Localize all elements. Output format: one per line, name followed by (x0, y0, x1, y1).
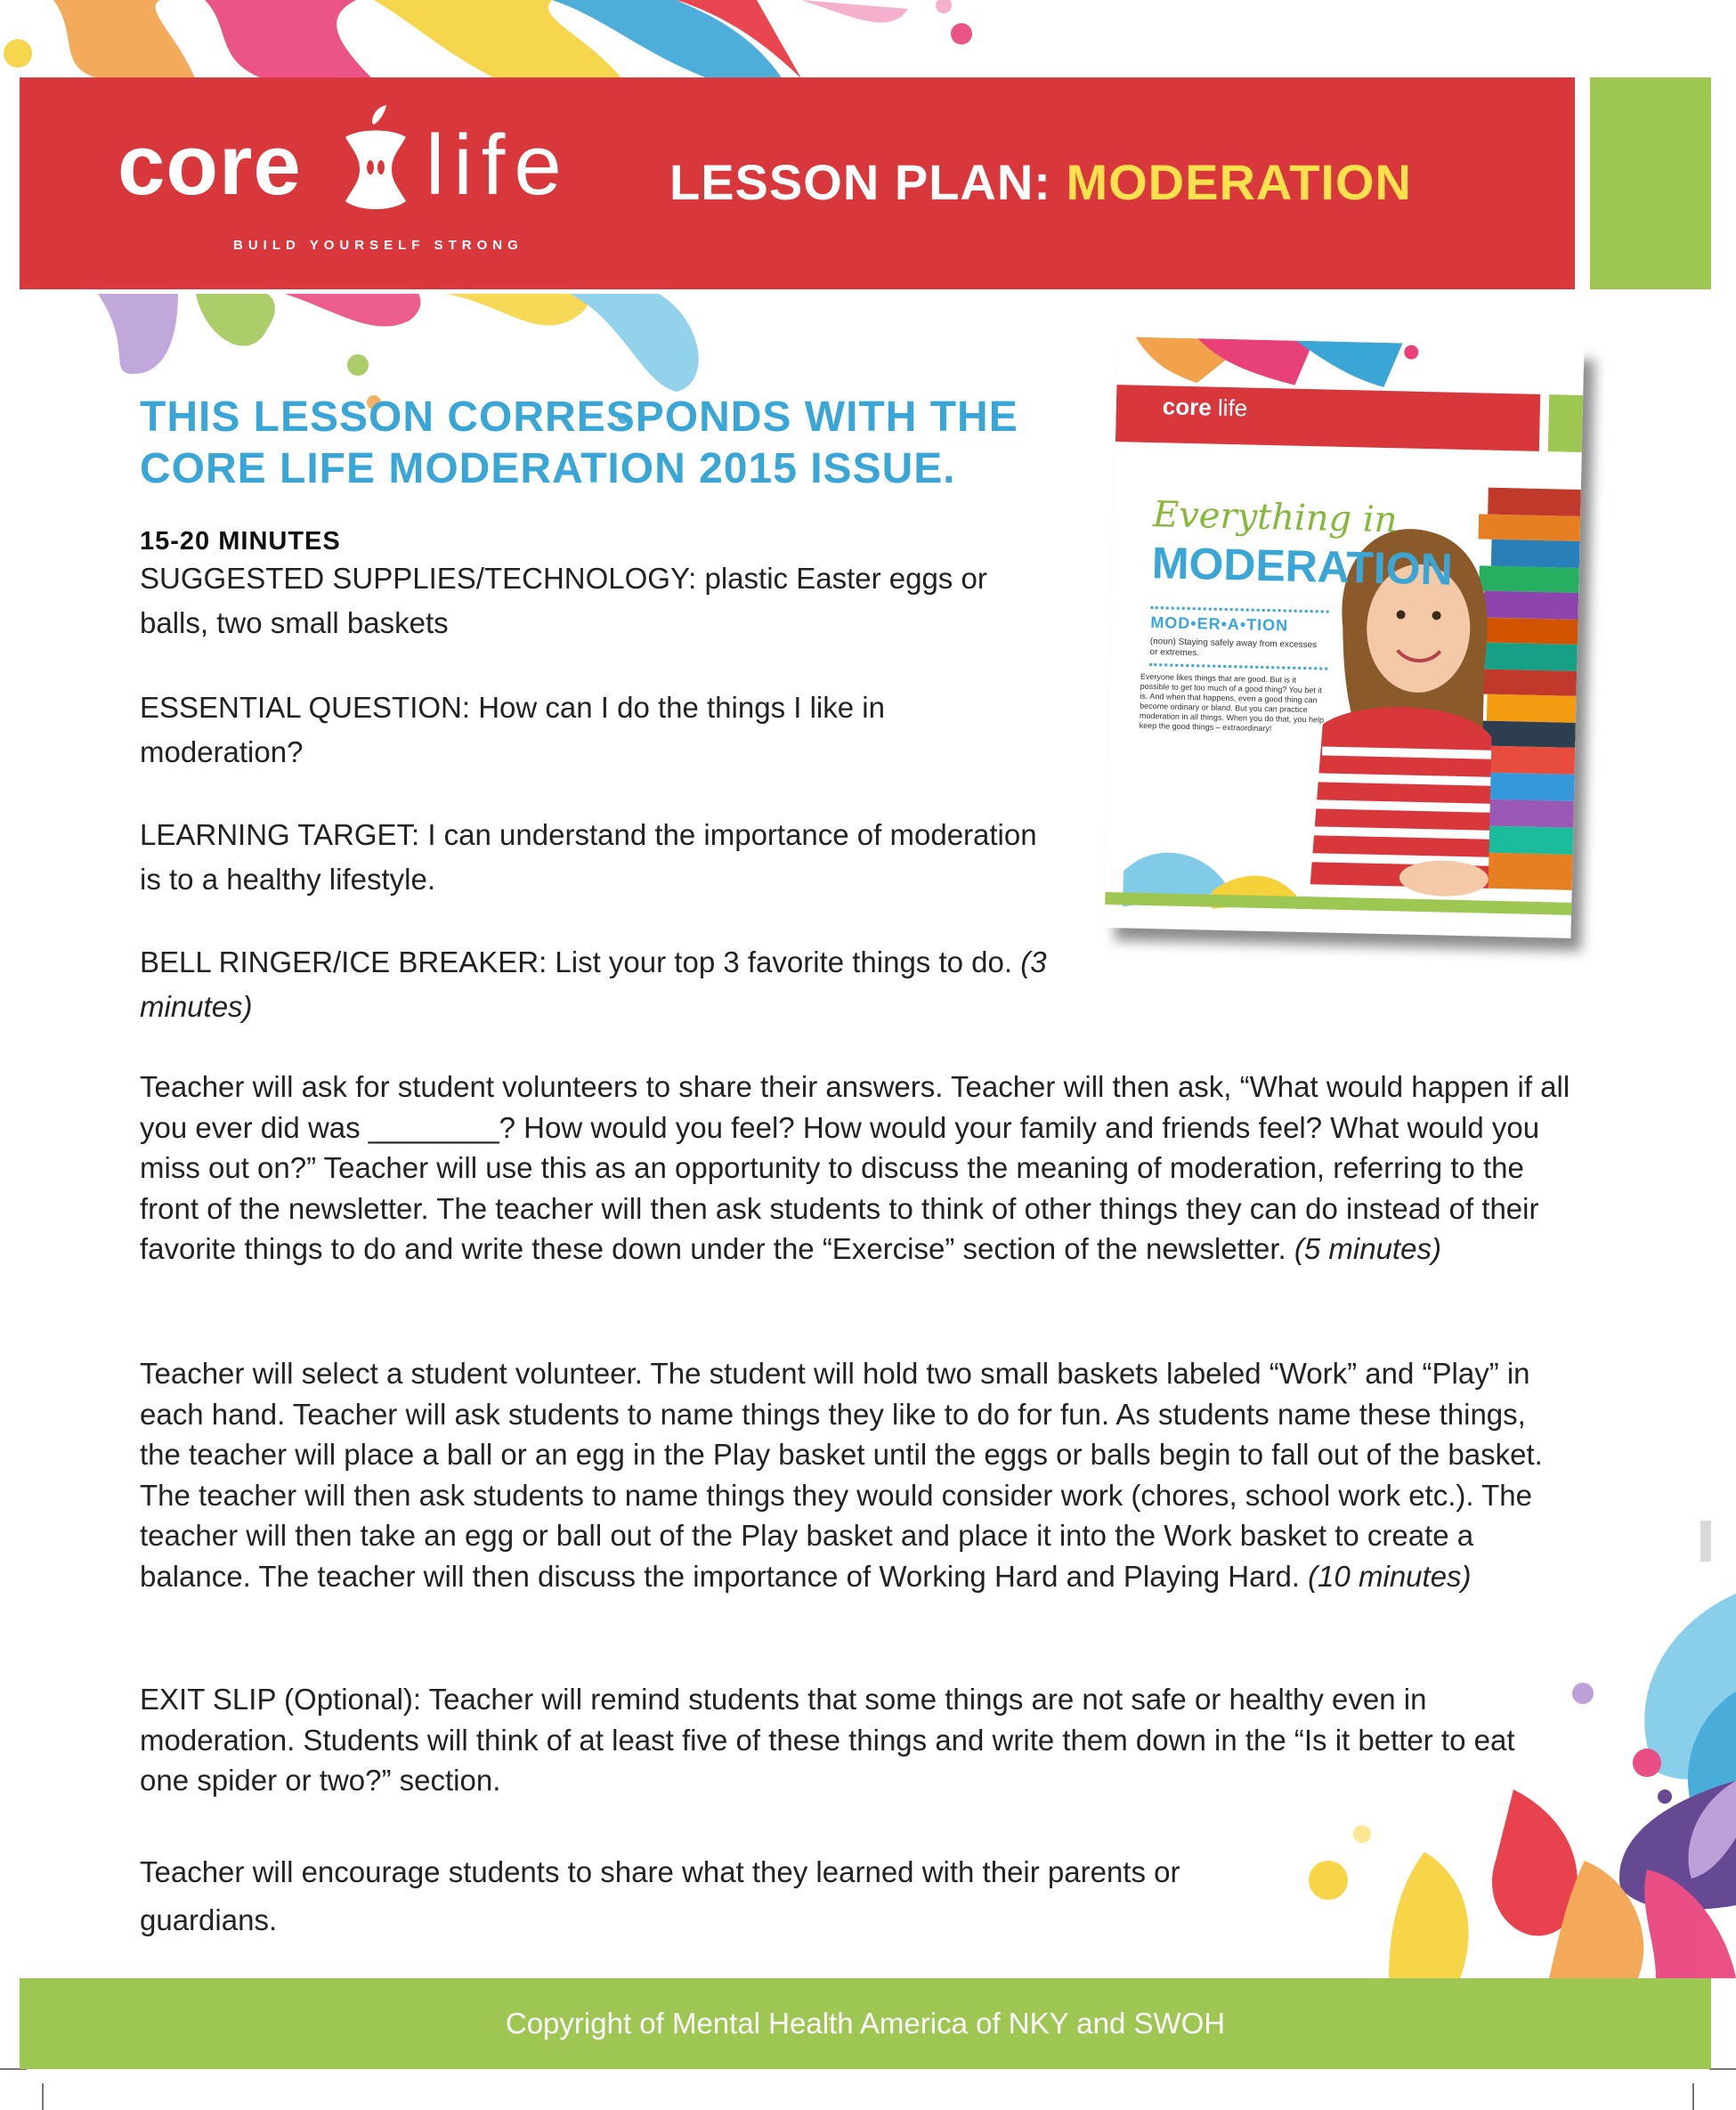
cover-logo-core: core (1162, 393, 1213, 421)
bell-ringer-text: BELL RINGER/ICE BREAKER: List your top 3 favorite things to do. (140, 945, 1021, 978)
cover-body-text: Everyone likes things that are good. But is it possible to get too much of a good thing? You bet it is. And when that happens, even a good thing can become ordinary or bland. But you can practice moderation in all things. When you do that, you help keep the good things – extraordinary! (1139, 671, 1325, 734)
discussion-time: (5 minutes) (1294, 1232, 1441, 1265)
cover-logo (1162, 393, 1247, 422)
activity-time: (10 minutes) (1308, 1559, 1472, 1593)
newsletter-cover-image (1105, 337, 1585, 938)
cover-script-title: Everything in (1152, 494, 1398, 541)
cover-title: MODERATION (1151, 538, 1454, 595)
learning-target-paragraph: LEARNING TARGET: I can understand the importance of moderation is to a healthy lifestyle. (140, 818, 1037, 896)
logo-tagline: BUILD YOURSELF STRONG (233, 238, 523, 253)
copyright-text: Copyright of Mental Health America of NKY and SWOH (505, 2007, 1226, 2040)
supplies-paragraph: SUGGESTED SUPPLIES/TECHNOLOGY: plastic Easter eggs or balls, two small baskets (140, 562, 987, 639)
cover-logo-life: life (1217, 394, 1248, 422)
page-title (669, 153, 1412, 211)
cover-accent-bar (1548, 394, 1583, 452)
logo-life: life (426, 118, 571, 213)
title-prefix: LESSON PLAN: (669, 154, 1067, 210)
lesson-duration: 15-20 MINUTES (140, 527, 341, 556)
headline-line-2: CORE LIFE MODERATION 2015 ISSUE. (140, 445, 956, 492)
activity-paragraph (140, 1353, 1573, 1596)
header-accent-bar (1590, 77, 1711, 289)
bell-ringer-time: (3 minutes) (140, 945, 1047, 1023)
discussion-text: Teacher will ask for student volunteers to share their answers. Teacher will then ask, “What would happen if all you ever did was ________? How would you feel? How would your family and friends feel? What would you miss out on?” Teacher will use this as an opportunity to discuss the meaning of moderation, referring to the front of the newsletter. The teacher will then ask students to think of other things they can do instead of their favorite things to do and write these down under the “Exercise” section of the newsletter. (140, 1070, 1570, 1265)
cover-definition-title: MOD•ER•A•TION (1150, 613, 1289, 635)
closing-paragraph: Teacher will encourage students to share what they learned with their parents or guardians. (140, 1855, 1180, 1936)
logo-core: core (118, 118, 302, 213)
title-accent: MODERATION (1066, 154, 1412, 210)
exit-slip-paragraph: EXIT SLIP (Optional): Teacher will remind students that some things are not safe or healthy even in moderation. Students will think of at least five of these things and write them down in the “Is it better to eat one spider or two?” section. (140, 1683, 1515, 1797)
bell-ringer-paragraph (140, 940, 1057, 1029)
cover-definition: (noun) Staying safely away from excesses or extremes. (1149, 637, 1318, 659)
discussion-paragraph (140, 1067, 1573, 1270)
activity-text: Teacher will select a student volunteer. The student will hold two small baskets labeled “Work” and “Play” in each hand. Teacher will ask students to name things they like to do for fun. As students name these things, the teacher will place a ball or an egg in the Play basket until the eggs or balls begin to fall out of the basket. The teacher will then ask students to name things they would consider work (chores, school work etc.). The teacher will then take an egg or ball out of the Play basket and place it into the Work basket to create a balance. The teacher will then discuss the importance of Working Hard and Playing Hard. (140, 1357, 1543, 1593)
headline-line-1: THIS LESSON CORRESPONDS WITH THE (140, 394, 1018, 441)
apple-core-icon (333, 105, 418, 226)
footer-band (20, 1978, 1711, 2069)
headline (140, 392, 1083, 495)
essential-question-paragraph: ESSENTIAL QUESTION: How can I do the things I like in moderation? (140, 691, 885, 768)
